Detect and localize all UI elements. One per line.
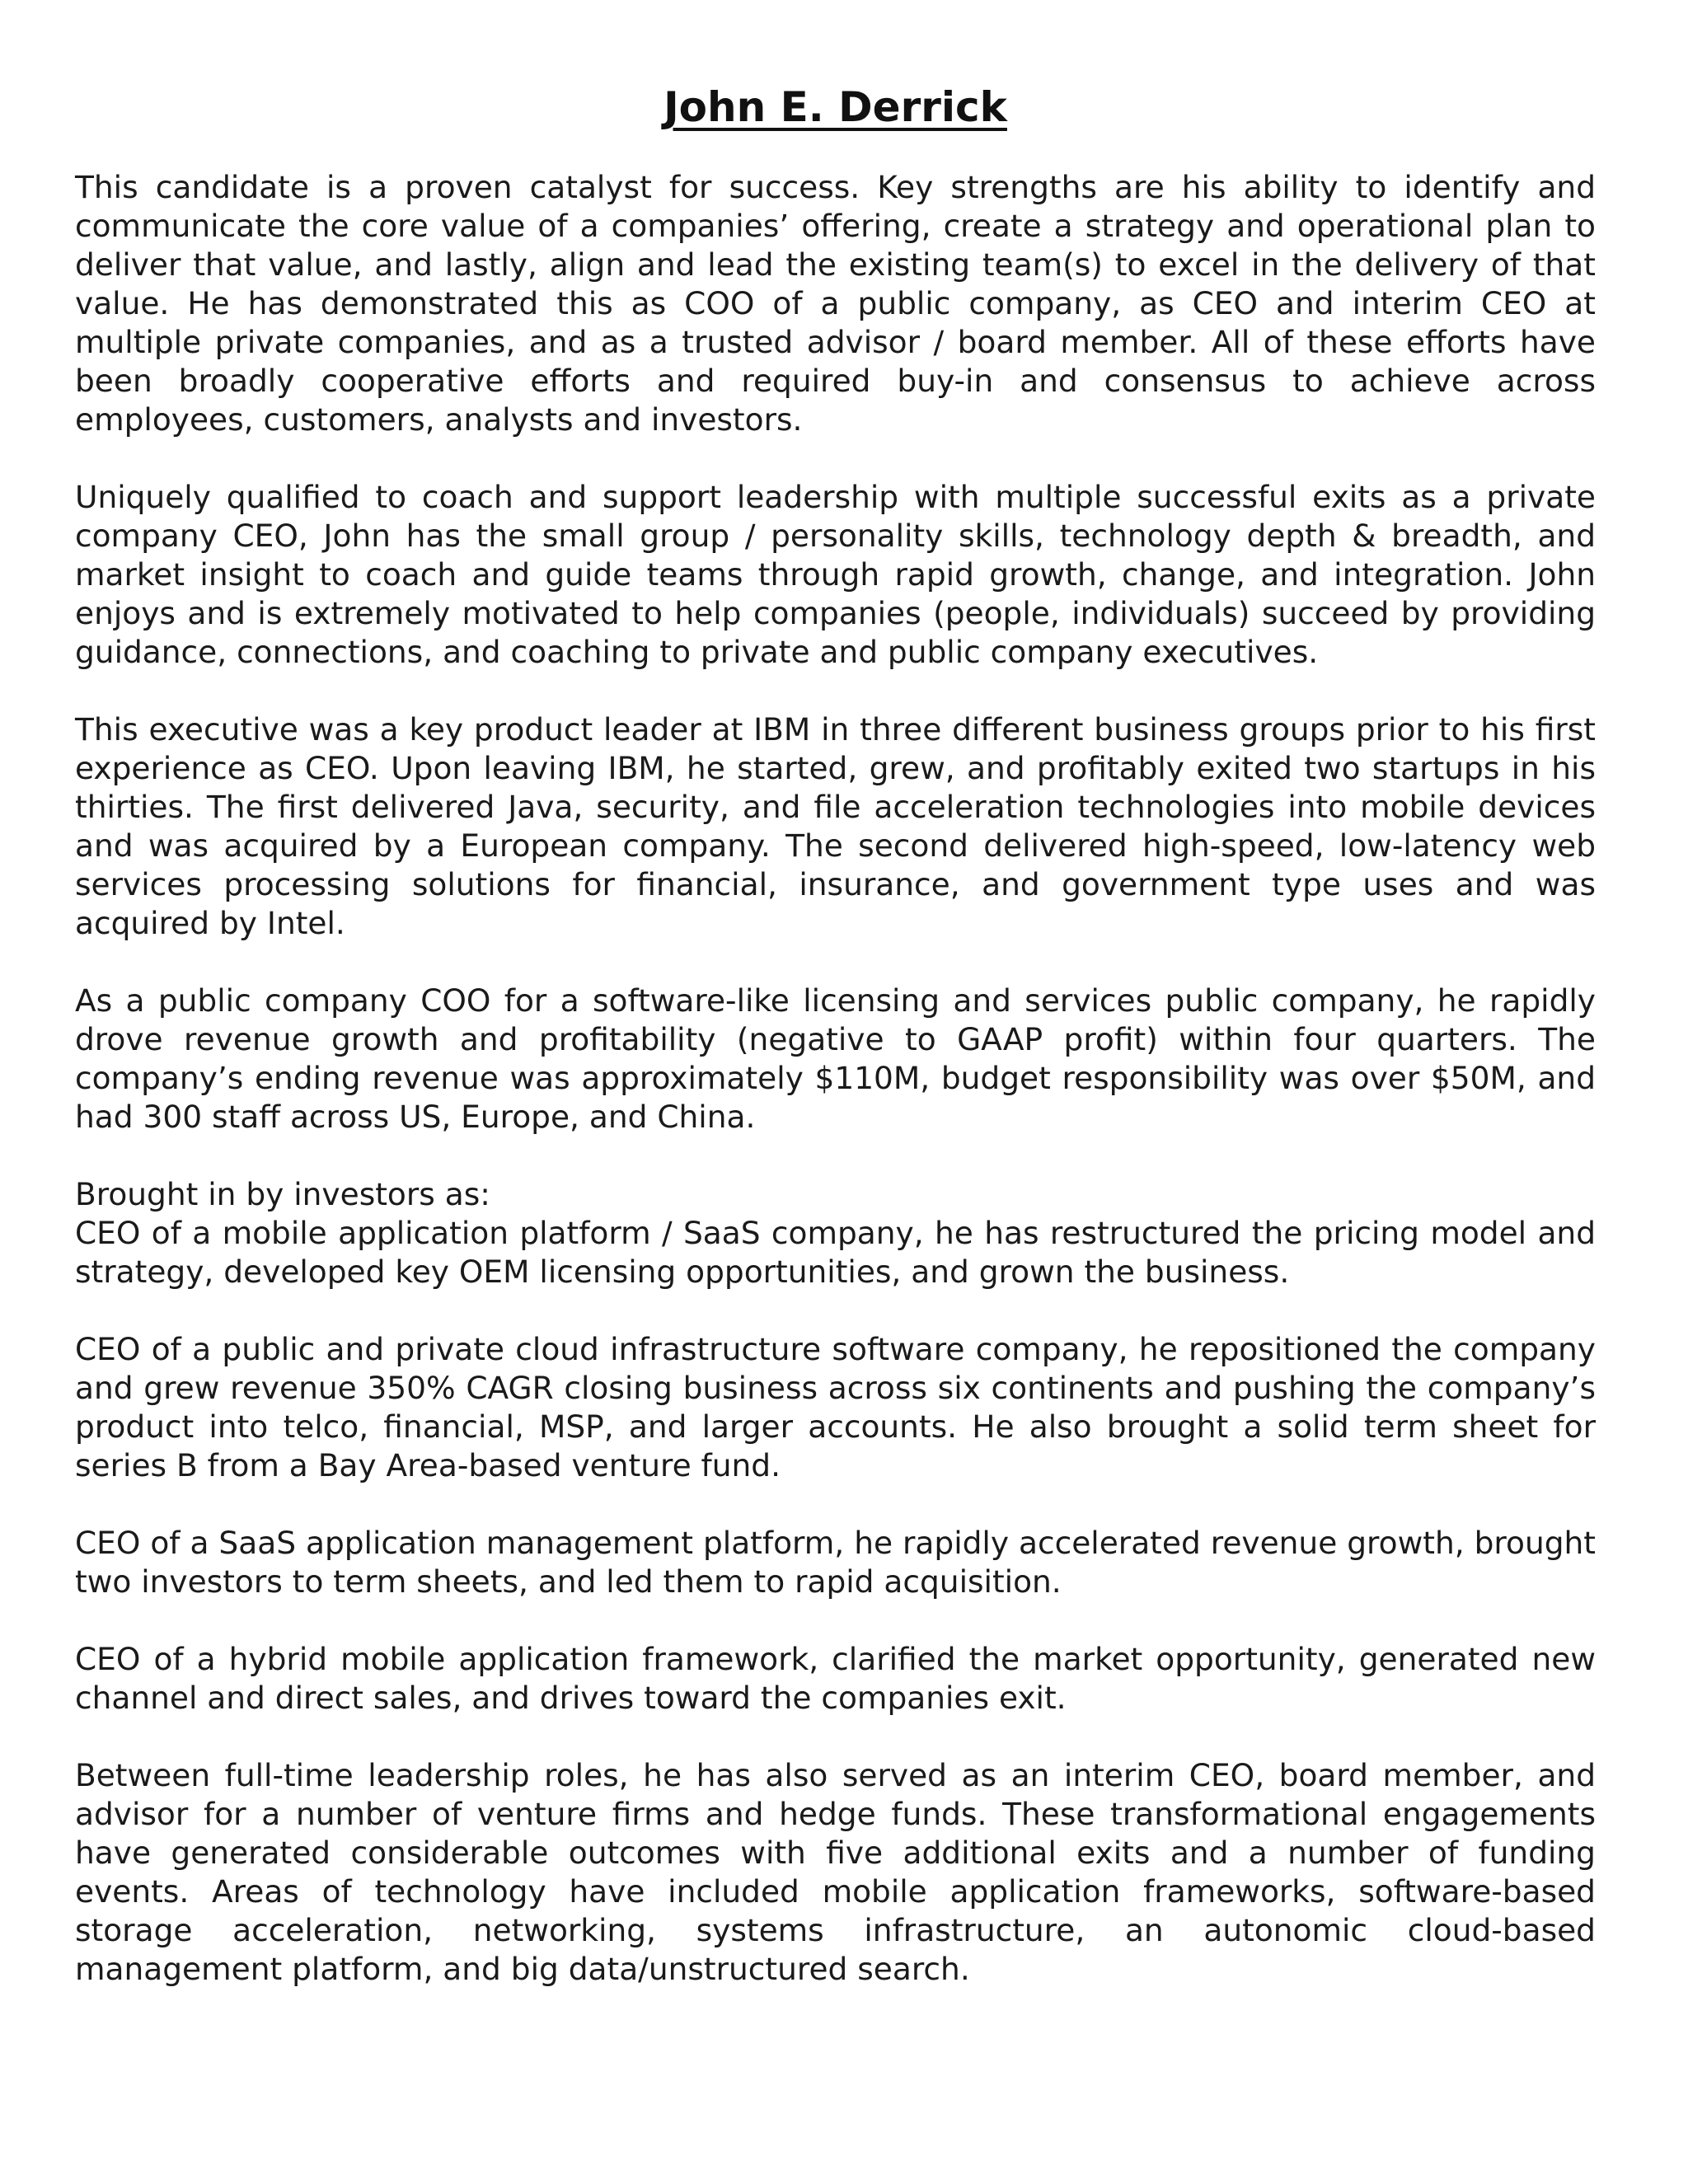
paragraph-summary: This candidate is a proven catalyst for success. Key strengths are his ability to identify and communicate the core value of a companies’ offering, create a strategy and operational plan to deliver that value, and lastly, align and lead the existing team(s) to excel in the delivery of that value. He has demonstrated this as COO of a public company, as CEO and interim CEO at multiple private companies, and as a trusted advisor / board member. All of these efforts have been broadly cooperative efforts and required buy-in and consensus to achieve across employees, customers, analysts and investors. [75, 169, 1596, 438]
paragraph-public-coo: As a public company COO for a software-like licensing and services public company, he rapidly drove revenue growth and profitability (negative to GAAP profit) within four quarters. The company’s ending revenue was approximately $110M, budget responsibility was over $50M, and had 300 staff across US, Europe, and China. [75, 982, 1596, 1135]
investors-intro: Brought in by investors as: [75, 1176, 490, 1212]
document-title: John E. Derrick [663, 83, 1007, 131]
ceo-role-mobile-saas: CEO of a mobile application platform / SaaS company, he has restructured the pricing model and strategy, developed key OEM licensing opportunities, and grown the business. [75, 1215, 1596, 1290]
ceo-role-hybrid-mobile: CEO of a hybrid mobile application framework, clarified the market opportunity, generated new channel and direct sales, and drives toward the companies exit. [75, 1641, 1596, 1716]
paragraph-coaching: Uniquely qualified to coach and support leadership with multiple successful exits as a private company CEO, John has the small group / personality skills, technology depth & breadth, and market insight to coach and guide teams through rapid growth, change, and integration. John enjoys and is extremely motivated to help companies (people, individuals) succeed by providing guidance, connections, and coaching to private and public company executives. [75, 479, 1596, 670]
paragraph-closing: Between full-time leadership roles, he has also served as an interim CEO, board member, and advisor for a number of venture firms and hedge funds. These transformational engagements have generated considerable outcomes with five additional exits and a number of funding events. Areas of technology have included mobile application frameworks, software-based storage acceleration, networking, systems infrastructure, an autonomic cloud-based management platform, and big data/unstructured search. [75, 1757, 1596, 1987]
ceo-role-cloud-infrastructure: CEO of a public and private cloud infrastructure software company, he repositioned the company and grew revenue 350% CAGR closing business across six continents and pushing the company’s product into telco, financial, MSP, and larger accounts. He also brought a solid term sheet for series B from a Bay Area-based venture fund. [75, 1331, 1596, 1483]
ceo-role-saas-management: CEO of a SaaS application management platform, he rapidly accelerated revenue growth, brought two investors to term sheets, and led them to rapid acquisition. [75, 1525, 1596, 1600]
paragraph-ibm-startups: This executive was a key product leader at IBM in three different business groups prior to his first experience as CEO. Upon leaving IBM, he started, grew, and profitably exited two startups in his thirties. The first delivered Java, security, and file acceleration technologies into mobile devices and was acquired by a European company. The second delivered high-speed, low-latency web services processing solutions for financial, insurance, and government type uses and was acquired by Intel. [75, 711, 1596, 941]
document-page [75, 82, 1596, 2027]
